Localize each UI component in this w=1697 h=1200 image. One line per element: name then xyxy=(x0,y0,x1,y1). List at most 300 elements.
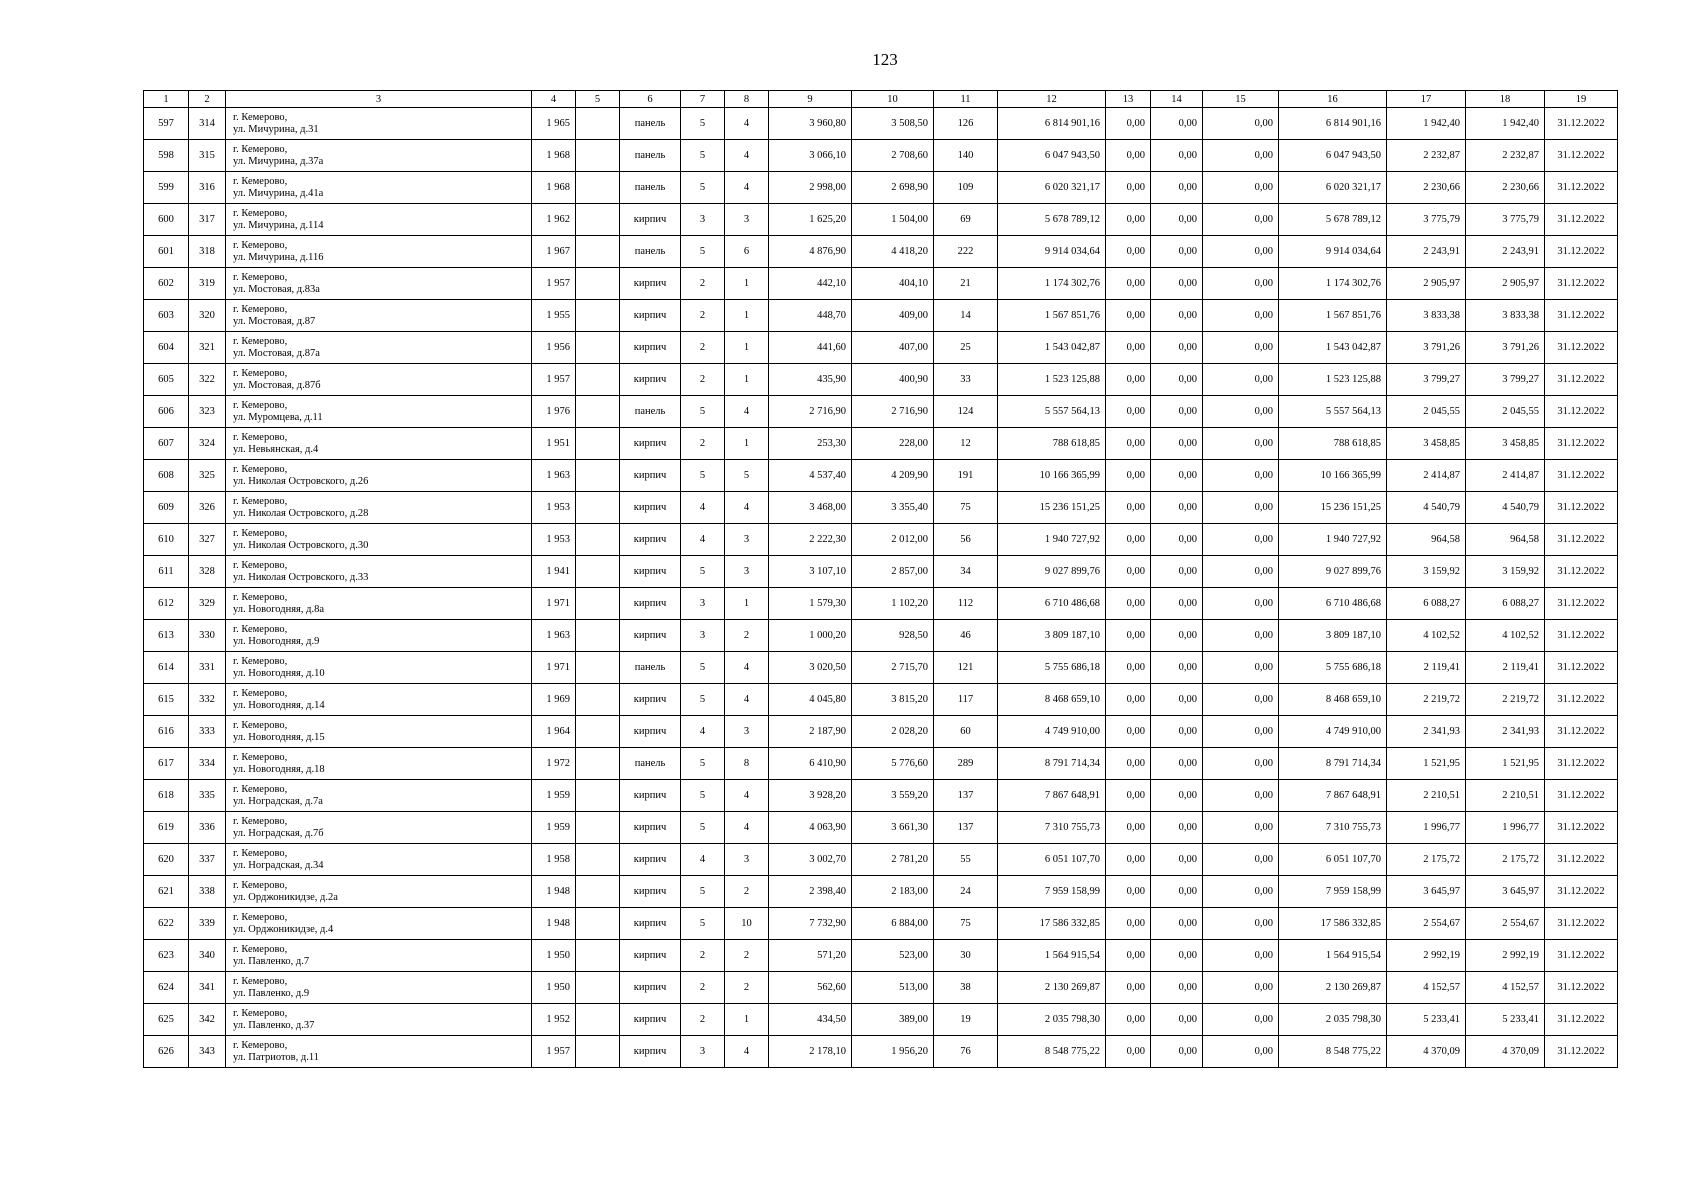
table-cell: 1 xyxy=(725,428,769,460)
table-cell: 2 243,91 xyxy=(1387,236,1466,268)
address-cell xyxy=(226,428,532,460)
table-cell: кирпич xyxy=(620,1036,681,1068)
table-cell: 3 355,40 xyxy=(852,492,934,524)
table-cell: кирпич xyxy=(620,364,681,396)
table-cell: 0,00 xyxy=(1151,1004,1203,1036)
table-cell: 0,00 xyxy=(1203,716,1279,748)
table-cell: 2 781,20 xyxy=(852,844,934,876)
table-cell: 10 166 365,99 xyxy=(998,460,1106,492)
table-cell: 0,00 xyxy=(1106,908,1151,940)
address-street: ул. Николая Островского, д.26 xyxy=(233,475,369,487)
table-cell: 1 174 302,76 xyxy=(1279,268,1387,300)
column-header: 9 xyxy=(769,91,852,108)
address-cell xyxy=(226,364,532,396)
table-cell: 0,00 xyxy=(1203,236,1279,268)
table-cell: 2 992,19 xyxy=(1387,940,1466,972)
table-cell: кирпич xyxy=(620,908,681,940)
table-cell: кирпич xyxy=(620,204,681,236)
table-cell: 228,00 xyxy=(852,428,934,460)
table-cell: 12 xyxy=(934,428,998,460)
address-street: ул. Павленко, д.37 xyxy=(233,1019,315,1031)
table-cell xyxy=(576,780,620,812)
address-street: ул. Мичурина, д.31 xyxy=(233,123,319,135)
table-row xyxy=(144,236,1618,268)
address-cell xyxy=(226,460,532,492)
table-cell: 31.12.2022 xyxy=(1545,268,1618,300)
table-cell: 4 xyxy=(725,492,769,524)
table-cell: 6 884,00 xyxy=(852,908,934,940)
table-cell: 2 905,97 xyxy=(1466,268,1545,300)
table-cell: 0,00 xyxy=(1106,236,1151,268)
table-cell: 337 xyxy=(189,844,226,876)
table-cell: 434,50 xyxy=(769,1004,852,1036)
column-header: 12 xyxy=(998,91,1106,108)
address-street: ул. Новогодняя, д.15 xyxy=(233,731,325,743)
table-cell: 339 xyxy=(189,908,226,940)
table-cell: 607 xyxy=(144,428,189,460)
table-cell: 1 940 727,92 xyxy=(998,524,1106,556)
table-cell: 2 178,10 xyxy=(769,1036,852,1068)
table-cell: 8 791 714,34 xyxy=(1279,748,1387,780)
table-cell: 0,00 xyxy=(1151,876,1203,908)
table-cell: 3 xyxy=(725,524,769,556)
table-cell: 31.12.2022 xyxy=(1545,972,1618,1004)
address-street: ул. Мичурина, д.116 xyxy=(233,251,324,263)
table-cell: 603 xyxy=(144,300,189,332)
table-cell: 5 xyxy=(681,748,725,780)
table-cell: 1 579,30 xyxy=(769,588,852,620)
table-cell: 31.12.2022 xyxy=(1545,1004,1618,1036)
table-cell: 599 xyxy=(144,172,189,204)
table-cell: 2 130 269,87 xyxy=(1279,972,1387,1004)
table-cell: 3 809 187,10 xyxy=(998,620,1106,652)
table-row xyxy=(144,524,1618,556)
table-cell: 5 233,41 xyxy=(1466,1004,1545,1036)
address-city: г. Кемерово, xyxy=(233,1007,288,1019)
address-city: г. Кемерово, xyxy=(233,911,288,923)
table-cell: 4 045,80 xyxy=(769,684,852,716)
table-cell: 0,00 xyxy=(1203,140,1279,172)
address-cell xyxy=(226,588,532,620)
table-cell: панель xyxy=(620,396,681,428)
table-cell: 1 956,20 xyxy=(852,1036,934,1068)
table-cell: 3 928,20 xyxy=(769,780,852,812)
table-cell xyxy=(576,460,620,492)
table-cell: 1 948 xyxy=(532,908,576,940)
table-cell: 2 232,87 xyxy=(1387,140,1466,172)
address-cell xyxy=(226,396,532,428)
table-cell: 31.12.2022 xyxy=(1545,236,1618,268)
table-cell: 15 236 151,25 xyxy=(1279,492,1387,524)
address-street: ул. Николая Островского, д.33 xyxy=(233,571,369,583)
table-cell: 600 xyxy=(144,204,189,236)
table-cell: 326 xyxy=(189,492,226,524)
address-cell xyxy=(226,876,532,908)
table-cell: 0,00 xyxy=(1106,108,1151,140)
table-row xyxy=(144,876,1618,908)
address-street: ул. Патриотов, д.11 xyxy=(233,1051,319,1063)
table-cell xyxy=(576,972,620,1004)
address-cell xyxy=(226,716,532,748)
table-row xyxy=(144,908,1618,940)
table-cell: 3 508,50 xyxy=(852,108,934,140)
table-cell: 4 209,90 xyxy=(852,460,934,492)
table-cell: 109 xyxy=(934,172,998,204)
table-cell xyxy=(576,620,620,652)
table-cell: 31.12.2022 xyxy=(1545,204,1618,236)
table-cell: 2 xyxy=(725,876,769,908)
table-cell xyxy=(576,428,620,460)
address-city: г. Кемерово, xyxy=(233,495,288,507)
table-cell: кирпич xyxy=(620,460,681,492)
table-cell: 3 661,30 xyxy=(852,812,934,844)
address-city: г. Кемерово, xyxy=(233,175,288,187)
table-cell xyxy=(576,396,620,428)
table-cell: 31.12.2022 xyxy=(1545,652,1618,684)
table-cell: 1 521,95 xyxy=(1387,748,1466,780)
table-cell: 5 xyxy=(681,684,725,716)
table-cell: 610 xyxy=(144,524,189,556)
address-cell xyxy=(226,556,532,588)
table-cell: 331 xyxy=(189,652,226,684)
table-cell: 1 959 xyxy=(532,812,576,844)
table-cell: 1 996,77 xyxy=(1387,812,1466,844)
table-cell: 0,00 xyxy=(1106,332,1151,364)
table-cell: 562,60 xyxy=(769,972,852,1004)
address-street: ул. Ноградская, д.7б xyxy=(233,827,324,839)
table-row xyxy=(144,460,1618,492)
column-number-row xyxy=(144,91,1618,108)
table-cell xyxy=(576,492,620,524)
table-cell: 335 xyxy=(189,780,226,812)
address-street: ул. Новогодняя, д.10 xyxy=(233,667,325,679)
column-header: 4 xyxy=(532,91,576,108)
address-cell xyxy=(226,684,532,716)
table-cell: 622 xyxy=(144,908,189,940)
table-cell: 788 618,85 xyxy=(1279,428,1387,460)
table-cell: 5 678 789,12 xyxy=(1279,204,1387,236)
table-cell: 0,00 xyxy=(1106,172,1151,204)
table-cell: 0,00 xyxy=(1106,300,1151,332)
table-cell: 606 xyxy=(144,396,189,428)
table-cell: 0,00 xyxy=(1151,268,1203,300)
table-cell: 1 940 727,92 xyxy=(1279,524,1387,556)
column-header: 18 xyxy=(1466,91,1545,108)
table-cell xyxy=(576,364,620,396)
table-cell: 0,00 xyxy=(1151,364,1203,396)
table-cell: 6 020 321,17 xyxy=(998,172,1106,204)
table-cell: 0,00 xyxy=(1106,524,1151,556)
table-cell: 1 968 xyxy=(532,140,576,172)
table-cell: 5 678 789,12 xyxy=(998,204,1106,236)
table-cell: 318 xyxy=(189,236,226,268)
table-cell: 0,00 xyxy=(1151,684,1203,716)
table-cell: 2 175,72 xyxy=(1387,844,1466,876)
table-cell: 0,00 xyxy=(1106,684,1151,716)
table-cell: 126 xyxy=(934,108,998,140)
table-cell: 0,00 xyxy=(1151,428,1203,460)
table-cell: 0,00 xyxy=(1151,460,1203,492)
table-cell: кирпич xyxy=(620,780,681,812)
table-cell: 0,00 xyxy=(1106,972,1151,1004)
address-street: ул. Новогодняя, д.8а xyxy=(233,603,324,615)
column-header: 15 xyxy=(1203,91,1279,108)
table-cell: 6 051 107,70 xyxy=(1279,844,1387,876)
table-cell: кирпич xyxy=(620,332,681,364)
table-cell: 7 310 755,73 xyxy=(1279,812,1387,844)
table-cell: 0,00 xyxy=(1151,780,1203,812)
table-cell: 8 791 714,34 xyxy=(998,748,1106,780)
address-street: ул. Павленко, д.9 xyxy=(233,987,310,999)
table-cell: 1 956 xyxy=(532,332,576,364)
table-row xyxy=(144,172,1618,204)
table-cell: 3 xyxy=(725,844,769,876)
table-cell: 6 088,27 xyxy=(1387,588,1466,620)
table-cell: 2 xyxy=(725,972,769,1004)
address-cell xyxy=(226,140,532,172)
table-cell: 0,00 xyxy=(1151,1036,1203,1068)
column-header: 11 xyxy=(934,91,998,108)
column-header: 14 xyxy=(1151,91,1203,108)
table-cell: 4 xyxy=(725,684,769,716)
address-city: г. Кемерово, xyxy=(233,655,288,667)
table-cell: 324 xyxy=(189,428,226,460)
table-row xyxy=(144,556,1618,588)
table-cell: 3 833,38 xyxy=(1466,300,1545,332)
table-cell xyxy=(576,844,620,876)
table-cell: 31.12.2022 xyxy=(1545,748,1618,780)
table-cell: 5 xyxy=(681,140,725,172)
table-cell: 2 xyxy=(681,940,725,972)
address-cell xyxy=(226,204,532,236)
table-cell: 1 952 xyxy=(532,1004,576,1036)
table-cell: 3 xyxy=(725,556,769,588)
address-cell xyxy=(226,172,532,204)
table-row xyxy=(144,204,1618,236)
table-cell: 4 xyxy=(725,108,769,140)
table-cell: 1 567 851,76 xyxy=(998,300,1106,332)
table-cell: 19 xyxy=(934,1004,998,1036)
table-cell: 4 876,90 xyxy=(769,236,852,268)
table-cell: 7 732,90 xyxy=(769,908,852,940)
table-cell: 1 543 042,87 xyxy=(998,332,1106,364)
table-cell: 601 xyxy=(144,236,189,268)
table-row xyxy=(144,620,1618,652)
table-cell: 3 107,10 xyxy=(769,556,852,588)
table-cell: 1 941 xyxy=(532,556,576,588)
table-cell: панель xyxy=(620,140,681,172)
table-cell: 10 xyxy=(725,908,769,940)
table-cell: 2 130 269,87 xyxy=(998,972,1106,1004)
table-cell: кирпич xyxy=(620,940,681,972)
table-cell: 1 953 xyxy=(532,492,576,524)
address-street: ул. Муромцева, д.11 xyxy=(233,411,323,423)
table-cell: кирпич xyxy=(620,428,681,460)
table-cell: 0,00 xyxy=(1106,940,1151,972)
address-street: ул. Николая Островского, д.28 xyxy=(233,507,369,519)
address-city: г. Кемерово, xyxy=(233,111,288,123)
table-cell: 3 066,10 xyxy=(769,140,852,172)
table-cell: 0,00 xyxy=(1106,1036,1151,1068)
address-cell xyxy=(226,332,532,364)
table-cell: 0,00 xyxy=(1203,428,1279,460)
table-cell: кирпич xyxy=(620,556,681,588)
column-header: 7 xyxy=(681,91,725,108)
table-row xyxy=(144,652,1618,684)
table-cell: 0,00 xyxy=(1106,588,1151,620)
address-street: ул. Мичурина, д.114 xyxy=(233,219,324,231)
table-cell: 69 xyxy=(934,204,998,236)
table-cell: 137 xyxy=(934,780,998,812)
table-cell: 319 xyxy=(189,268,226,300)
table-cell: 334 xyxy=(189,748,226,780)
table-cell: 8 548 775,22 xyxy=(998,1036,1106,1068)
table-cell: 5 xyxy=(681,556,725,588)
table-cell: 625 xyxy=(144,1004,189,1036)
table-cell: 31.12.2022 xyxy=(1545,332,1618,364)
table-cell: 0,00 xyxy=(1106,556,1151,588)
table-cell: 3 799,27 xyxy=(1387,364,1466,396)
table-cell: 289 xyxy=(934,748,998,780)
table-cell: 0,00 xyxy=(1106,652,1151,684)
table-cell: 6 088,27 xyxy=(1466,588,1545,620)
table-cell: 76 xyxy=(934,1036,998,1068)
table-cell: 320 xyxy=(189,300,226,332)
table-cell: 1 504,00 xyxy=(852,204,934,236)
table-cell: 609 xyxy=(144,492,189,524)
table-cell: 617 xyxy=(144,748,189,780)
table-cell: 5 557 564,13 xyxy=(1279,396,1387,428)
table-cell: 4 xyxy=(725,396,769,428)
table-cell: 1 996,77 xyxy=(1466,812,1545,844)
table-cell: 0,00 xyxy=(1203,780,1279,812)
table-cell: кирпич xyxy=(620,716,681,748)
table-cell: 222 xyxy=(934,236,998,268)
table-cell xyxy=(576,876,620,908)
table-cell xyxy=(576,268,620,300)
table-cell: 2 398,40 xyxy=(769,876,852,908)
table-cell: 341 xyxy=(189,972,226,1004)
table-cell: 1 964 xyxy=(532,716,576,748)
table-row xyxy=(144,780,1618,812)
table-cell: 3 xyxy=(725,204,769,236)
address-cell xyxy=(226,1004,532,1036)
table-cell: 0,00 xyxy=(1151,140,1203,172)
table-cell: 333 xyxy=(189,716,226,748)
address-cell xyxy=(226,940,532,972)
table-row xyxy=(144,588,1618,620)
table-cell: 4 xyxy=(681,524,725,556)
table-cell: 338 xyxy=(189,876,226,908)
table-cell: 4 063,90 xyxy=(769,812,852,844)
table-cell: 3 815,20 xyxy=(852,684,934,716)
address-street: ул. Ноградская, д.7а xyxy=(233,795,323,807)
table-cell: 598 xyxy=(144,140,189,172)
table-cell: 2 xyxy=(681,428,725,460)
column-header: 8 xyxy=(725,91,769,108)
table-cell: 6 814 901,16 xyxy=(1279,108,1387,140)
table-cell: 3 xyxy=(725,716,769,748)
table-cell: 1 521,95 xyxy=(1466,748,1545,780)
table-cell: 0,00 xyxy=(1203,364,1279,396)
table-cell: 328 xyxy=(189,556,226,588)
table-cell: 7 867 648,91 xyxy=(998,780,1106,812)
table-cell: 0,00 xyxy=(1203,652,1279,684)
table-cell: 322 xyxy=(189,364,226,396)
table-cell: 31.12.2022 xyxy=(1545,940,1618,972)
table-cell: 2 992,19 xyxy=(1466,940,1545,972)
table-cell: 124 xyxy=(934,396,998,428)
table-cell xyxy=(576,524,620,556)
address-city: г. Кемерово, xyxy=(233,463,288,475)
table-cell: кирпич xyxy=(620,524,681,556)
address-cell xyxy=(226,748,532,780)
table-cell: 2 xyxy=(681,972,725,1004)
table-cell: 7 959 158,99 xyxy=(1279,876,1387,908)
table-cell: 17 586 332,85 xyxy=(1279,908,1387,940)
table-cell: 613 xyxy=(144,620,189,652)
table-cell: 9 027 899,76 xyxy=(1279,556,1387,588)
table-cell: 604 xyxy=(144,332,189,364)
table-cell: 0,00 xyxy=(1203,748,1279,780)
table-cell: 2 187,90 xyxy=(769,716,852,748)
table-cell: 5 xyxy=(681,396,725,428)
table-cell: 4 418,20 xyxy=(852,236,934,268)
table-cell: 626 xyxy=(144,1036,189,1068)
table-cell: кирпич xyxy=(620,684,681,716)
table-cell: 336 xyxy=(189,812,226,844)
table-cell: 316 xyxy=(189,172,226,204)
table-cell: 191 xyxy=(934,460,998,492)
table-cell: 31.12.2022 xyxy=(1545,364,1618,396)
table-cell: 6 020 321,17 xyxy=(1279,172,1387,204)
table-cell: 0,00 xyxy=(1106,396,1151,428)
table-cell xyxy=(576,108,620,140)
table-cell: 2 035 798,30 xyxy=(998,1004,1106,1036)
address-street: ул. Мостовая, д.87а xyxy=(233,347,320,359)
address-city: г. Кемерово, xyxy=(233,303,288,315)
table-cell: 8 468 659,10 xyxy=(998,684,1106,716)
table-cell: 2 xyxy=(681,364,725,396)
table-cell: 4 102,52 xyxy=(1466,620,1545,652)
table-cell: 3 xyxy=(681,620,725,652)
column-header: 5 xyxy=(576,91,620,108)
table-cell: 31.12.2022 xyxy=(1545,492,1618,524)
table-cell: 7 310 755,73 xyxy=(998,812,1106,844)
table-cell: 31.12.2022 xyxy=(1545,620,1618,652)
table-cell: 10 166 365,99 xyxy=(1279,460,1387,492)
column-header: 6 xyxy=(620,91,681,108)
table-cell: 2 xyxy=(681,300,725,332)
table-cell: 1 963 xyxy=(532,460,576,492)
address-cell xyxy=(226,268,532,300)
table-cell: 5 557 564,13 xyxy=(998,396,1106,428)
table-cell: 0,00 xyxy=(1203,1004,1279,1036)
table-cell: 3 960,80 xyxy=(769,108,852,140)
table-cell: 5 xyxy=(725,460,769,492)
table-cell: 0,00 xyxy=(1106,716,1151,748)
table-cell: 5 776,60 xyxy=(852,748,934,780)
table-cell: 31.12.2022 xyxy=(1545,300,1618,332)
table-cell: 6 410,90 xyxy=(769,748,852,780)
table-cell: 6 047 943,50 xyxy=(998,140,1106,172)
address-street: ул. Мостовая, д.83а xyxy=(233,283,320,295)
table-cell: 2 xyxy=(725,620,769,652)
table-cell: 389,00 xyxy=(852,1004,934,1036)
table-cell: 46 xyxy=(934,620,998,652)
table-cell: 1 957 xyxy=(532,268,576,300)
table-cell: 1 951 xyxy=(532,428,576,460)
